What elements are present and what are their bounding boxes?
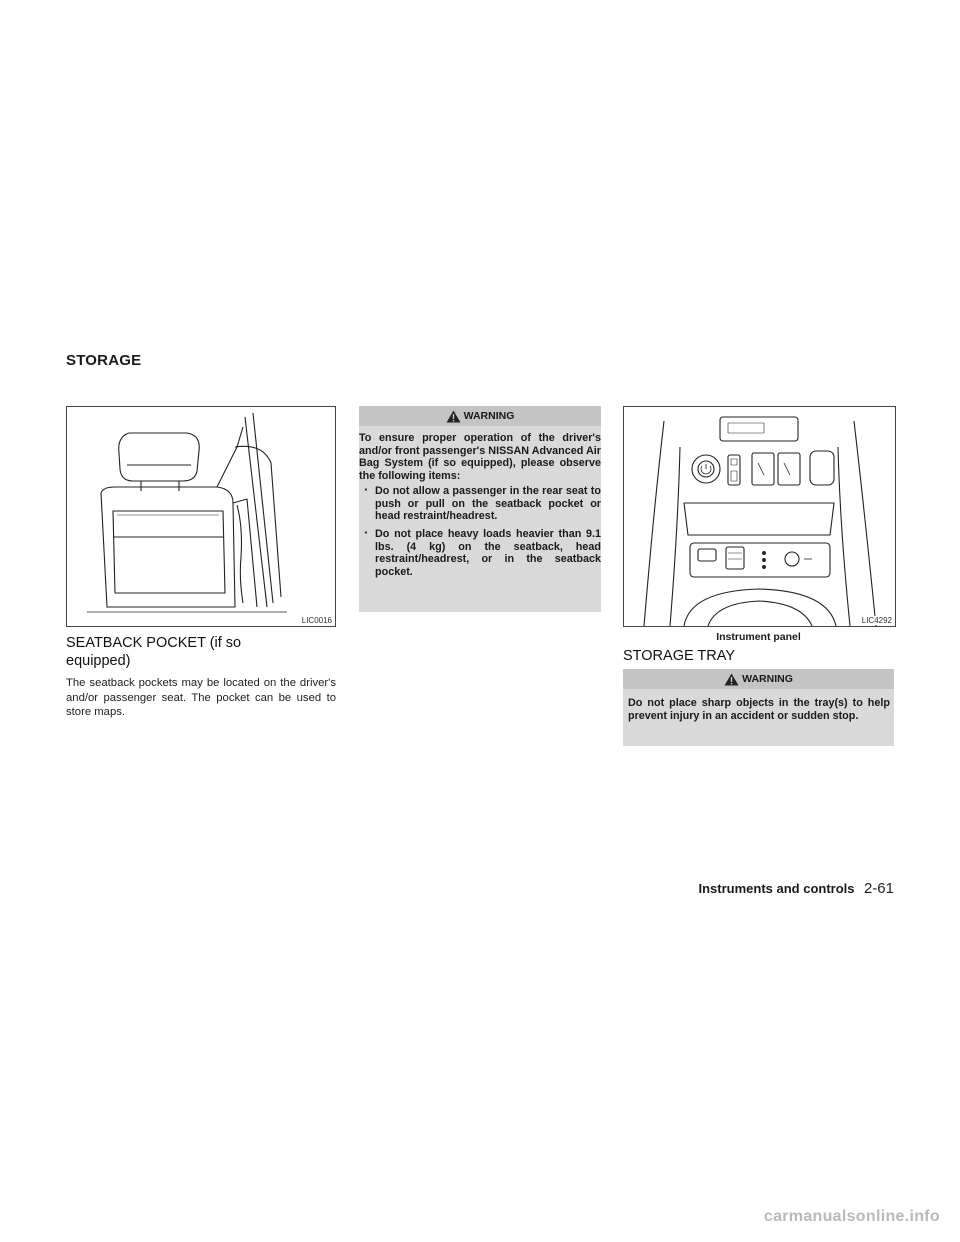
warning-item: · Do not place heavy loads heavier than 9.1 lbs. (4 kg) on the seatback, head restraint/headrest, or in the seatback pocket. — [359, 528, 601, 579]
warning-list — [359, 485, 601, 579]
instrument-panel-illustration — [624, 407, 895, 626]
tray-warning-box — [623, 669, 894, 746]
warning-intro: To ensure proper operation of the driver's and/or front passenger's NISSAN Advanced Air Bag System (if so equipped), please observe the following items: — [359, 432, 601, 483]
seatback-pocket-heading: SEATBACK POCKET (if so equipped) — [66, 635, 242, 669]
warning-triangle-icon — [724, 673, 739, 686]
page-number: 2-61 — [863, 880, 894, 897]
instrument-panel-figure — [623, 406, 896, 627]
figure-code: LIC4292 — [861, 616, 892, 625]
seatback-pocket-body: The seatback pockets may be located on the driver's and/or passenger seat. The pocket can be used to store maps. — [66, 677, 336, 718]
warning-title: WARNING — [463, 410, 515, 422]
chapter-title: Instruments and controls — [698, 881, 855, 896]
tray-warning-text: Do not place sharp objects in the tray(s) to help prevent injury in an accident or sudden stop. — [628, 697, 890, 722]
figure-code: LIC0016 — [301, 616, 332, 625]
airbag-warning-box — [359, 406, 601, 612]
warning-header — [359, 406, 601, 426]
warning-title: WARNING — [742, 673, 793, 685]
seatback-pocket-figure — [66, 406, 336, 627]
seatback-illustration — [67, 407, 335, 626]
page-footer — [600, 880, 894, 898]
figure-caption: Instrument panel — [716, 631, 801, 643]
warning-triangle-icon — [446, 410, 461, 423]
warning-item: · Do not allow a passenger in the rear seat to push or pull on the seatback pocket or head restraint/headrest. — [359, 485, 601, 523]
storage-tray-heading: STORAGE TRAY — [623, 648, 735, 664]
section-title: STORAGE — [66, 352, 142, 369]
watermark: carmanualsonline.info — [763, 1208, 940, 1225]
warning-header — [623, 669, 894, 689]
